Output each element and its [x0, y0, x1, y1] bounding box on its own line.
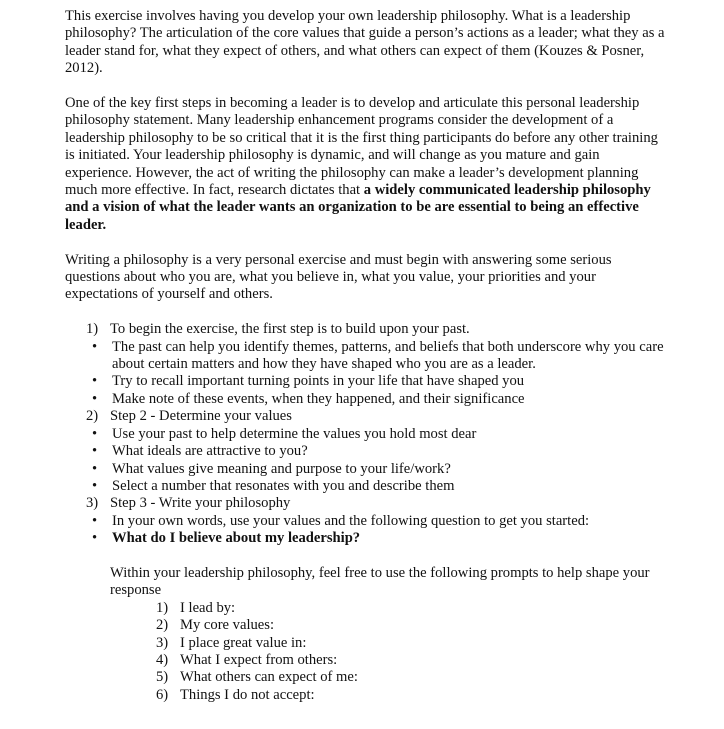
prompts-intro: Within your leadership philosophy, feel free to use the following prompts to help shape your response [110, 564, 650, 599]
intro-paragraph-2-emphasis: a widely communicated leadership philosophy and a vision of what the leader wants an organization to be are essential to being an effective leader. [65, 182, 651, 233]
document-page [65, 8, 665, 704]
bullet-icon: • [92, 425, 98, 442]
intro-paragraph-2-text: One of the key first steps in becoming a leader is to develop and articulate this personal leadership philosophy statement. Many leadership enhancement programs consider the development of a leadership philosophy to be so critical that it is the first thing participants do before any other training is initiated. Your leadership philosophy is dynamic, and will change as you mature and gain experience. However, the act of writing the philosophy can make a leader’s development planning much more effective. In fact, research dictates that [65, 95, 658, 199]
key-question: What do I believe about my leadership? [112, 530, 361, 547]
bullet-icon: • [92, 460, 98, 477]
step-2-bullets [65, 426, 665, 496]
step-2-title: Step 2 - Determine your values [110, 408, 292, 425]
list-item: 2) My core values: [156, 617, 275, 634]
list-item: 5) What others can expect of me: [156, 669, 358, 686]
step-1-number: 1) [86, 321, 99, 338]
list-item: • Use your past to help determine the values you hold most dear [92, 425, 477, 442]
list-item: • Make note of these events, when they happened, and their significance [92, 390, 525, 407]
step-3-title: Step 3 - Write your philosophy [110, 495, 291, 512]
list-item: • The past can help you identify themes, patterns, and beliefs that both underscore why you care about certain matters and how they have shaped who you are as a leader. [92, 338, 664, 373]
bullet-icon: • [92, 390, 98, 407]
bullet-icon: • [92, 512, 98, 529]
list-item [65, 530, 665, 547]
list-item: • Select a number that resonates with you and describe them [92, 477, 455, 494]
bullet-icon: • [92, 373, 98, 390]
step-1-bullets [65, 339, 665, 409]
list-item: • What ideals are attractive to you? [92, 443, 308, 460]
list-item: 6) Things I do not accept: [156, 686, 315, 703]
list-item: 1) I lead by: [156, 599, 236, 616]
step-1-title: To begin the exercise, the first step is to build upon your past. [110, 321, 470, 338]
intro-paragraph-2 [65, 95, 665, 234]
step-3-number: 3) [86, 495, 99, 512]
list-item: • In your own words, use your values and the following question to get you started: [92, 512, 590, 529]
step-1 [65, 321, 665, 338]
bullet-icon: • [92, 338, 98, 355]
step-3 [65, 495, 665, 512]
prompts-list [65, 600, 665, 704]
step-2-number: 2) [86, 408, 99, 425]
step-2 [65, 408, 665, 425]
bullet-icon: • [92, 443, 98, 460]
intro-paragraph-1: This exercise involves having you develop your own leadership philosophy. What is a leadership philosophy? The articulation of the core values that guide a person’s actions as a leader; what they as a leader stand for, what they expect of others, and what others can expect of them (Kouzes & Posner, 2012). [65, 8, 665, 77]
step-3-bullets [65, 513, 665, 548]
bullet-icon: • [92, 530, 98, 547]
bullet-icon: • [92, 477, 98, 494]
list-item: • Try to recall important turning points in your life that have shaped you [92, 373, 525, 390]
list-item: 4) What I expect from others: [156, 651, 338, 668]
intro-paragraph-3: Writing a philosophy is a very personal exercise and must begin with answering some serious questions about who you are, what you believe in, what you value, your priorities and your expectations of yourself and others. [65, 251, 612, 303]
list-item: 3) I place great value in: [156, 634, 307, 651]
list-item: • What values give meaning and purpose to your life/work? [92, 460, 451, 477]
